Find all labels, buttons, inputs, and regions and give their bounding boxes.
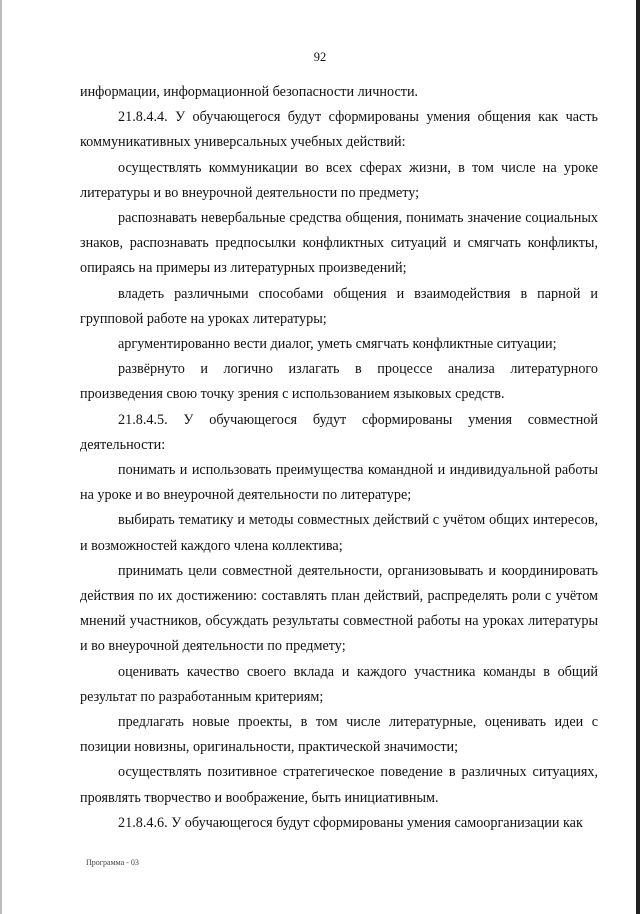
page-footer: Программа - 03 (86, 858, 139, 867)
scan-edge-left (0, 0, 2, 914)
paragraph: предлагать новые проекты, в том числе литературные, оценивать идеи с позиции новизны, оригинальности, практической значимости; (80, 714, 598, 756)
paragraph: осуществлять коммуникации во всех сферах жизни, в том числе на уроке литературы и во внеурочной деятельности по предмету; (80, 159, 598, 201)
paragraph: оценивать качество своего вклада и каждого участника команды в общий результат по разработанным критериям; (80, 663, 598, 705)
paragraph: 21.8.4.6. У обучающегося будут сформированы умения самоорганизации как (118, 814, 583, 831)
paragraph: осуществлять позитивное стратегическое поведение в различных ситуациях, проявлять творчество и воображение, быть инициативным. (80, 764, 598, 806)
page-number: 92 (313, 50, 327, 64)
paragraph: принимать цели совместной деятельности, организовывать и координировать действия по их достижению: составлять план действий, распределять роли с учётом мнений участников, обсуждать результаты совместной работы на уроках литературы и во внеурочной деятельности по предмету; (80, 562, 598, 655)
scan-edge-right (636, 0, 640, 914)
paragraph: понимать и использовать преимущества командной и индивидуальной работы на уроке и во внеурочной деятельности по литературе; (80, 462, 598, 504)
paragraph: информации, информационной безопасности личности. (80, 84, 419, 100)
paragraph: 21.8.4.5. У обучающегося будут сформированы умения совместной деятельности: (80, 411, 598, 453)
paragraph: 21.8.4.4. У обучающегося будут сформированы умения общения как часть коммуникативных универсальных учебных действий: (80, 109, 598, 151)
paragraph: выбирать тематику и методы совместных действий с учётом общих интересов, и возможностей каждого члена коллектива; (80, 512, 598, 554)
document-body (80, 80, 598, 836)
paragraph: аргументированно вести диалог, уметь смягчать конфликтные ситуации; (118, 336, 557, 353)
paragraph: владеть различными способами общения и взаимодействия в парной и групповой работе на уроках литературы; (80, 285, 598, 327)
paragraph: распознавать невербальные средства общения, понимать значение социальных знаков, распознавать предпосылки конфликтных ситуаций и смягчать конфликты, опираясь на примеры из литературных произведений; (80, 210, 598, 277)
paragraph: развёрнуто и логично излагать в процессе анализа литературного произведения свою точку зрения с использованием языковых средств. (80, 361, 598, 403)
